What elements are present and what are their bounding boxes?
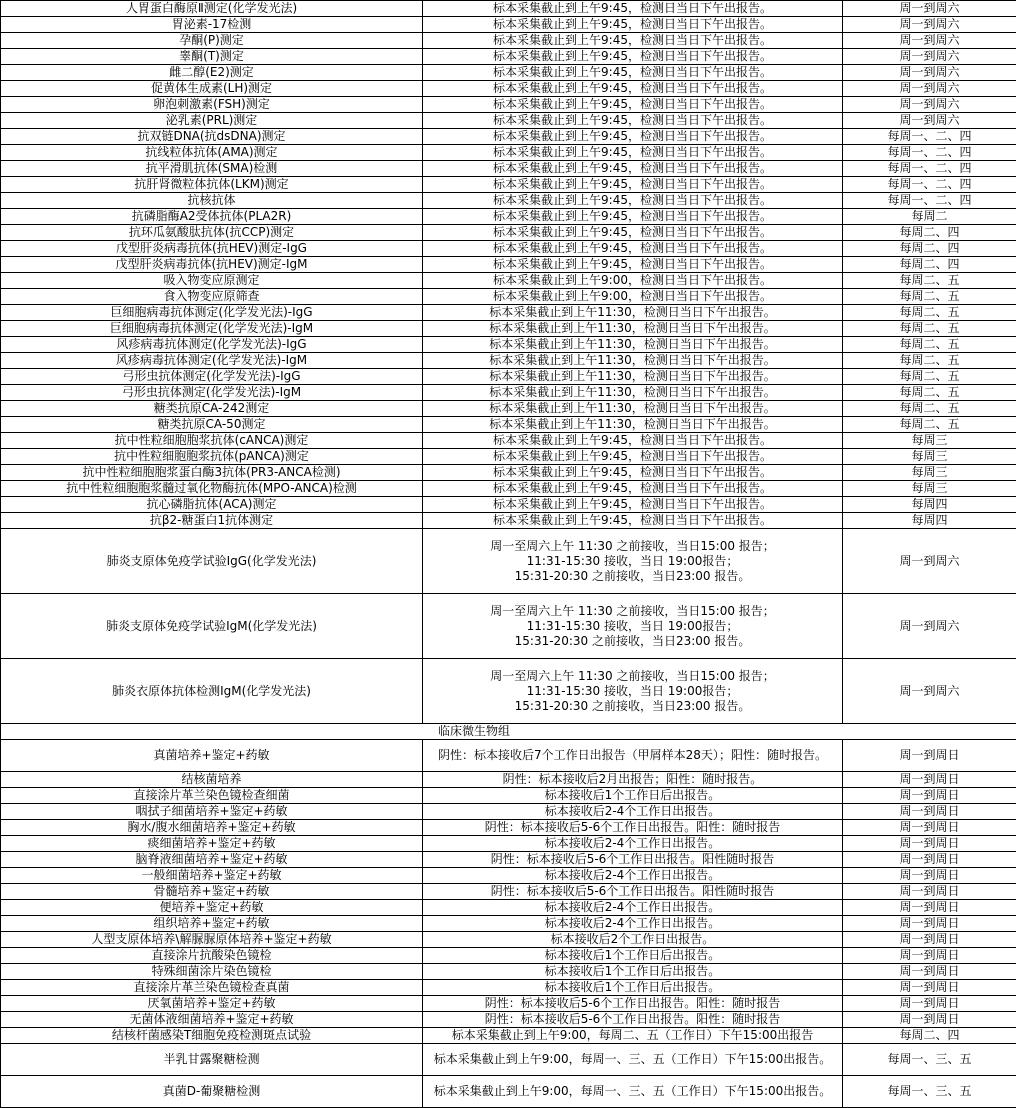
table-row bbox=[1, 868, 1016, 884]
table-row bbox=[1, 1076, 1016, 1108]
test-item-name: 抗中性粒细胞胞浆抗体(pANCA)测定 bbox=[1, 449, 423, 465]
test-item-name: 风疹病毒抗体测定(化学发光法)-IgM bbox=[1, 353, 423, 369]
test-days: 每周二、四 bbox=[843, 1028, 1016, 1044]
test-item-name: 吸入物变应原测定 bbox=[1, 273, 423, 289]
table-row bbox=[1, 772, 1016, 788]
section-header-row bbox=[1, 724, 1016, 740]
report-time: 标本接收后2-4个工作日出报告。 bbox=[423, 900, 843, 916]
test-item-name: 孕酮(P)测定 bbox=[1, 33, 423, 49]
table-row bbox=[1, 804, 1016, 820]
test-days: 周一到周六 bbox=[843, 659, 1016, 724]
table-row bbox=[1, 916, 1016, 932]
test-days: 周一到周日 bbox=[843, 852, 1016, 868]
report-time: 标本接收后1个工作日后出报告。 bbox=[423, 948, 843, 964]
report-time-line: 11:31-15:30 接收，当日 19:00报告； bbox=[425, 554, 840, 569]
test-days: 每周三 bbox=[843, 465, 1016, 481]
test-days: 周一到周日 bbox=[843, 804, 1016, 820]
report-time-line: 15:31-20:30 之前接收，当日23:00 报告。 bbox=[425, 634, 840, 649]
report-time: 标本采集截止到上午9:45，检测日当日下午出报告。 bbox=[423, 113, 843, 129]
test-item-name: 组织培养+鉴定+药敏 bbox=[1, 916, 423, 932]
test-days: 每周四 bbox=[843, 513, 1016, 529]
test-days: 每周二、五 bbox=[843, 353, 1016, 369]
test-days: 周一到周日 bbox=[843, 1012, 1016, 1028]
test-item-name: 抗核抗体 bbox=[1, 193, 423, 209]
test-days: 每周一、二、四 bbox=[843, 129, 1016, 145]
test-item-name: 骨髓培养+鉴定+药敏 bbox=[1, 884, 423, 900]
test-item-name: 脑脊液细菌培养+鉴定+药敏 bbox=[1, 852, 423, 868]
report-time: 标本采集截止到上午11:30，检测日当日下午出报告。 bbox=[423, 305, 843, 321]
report-time: 标本采集截止到上午9:45，检测日当日下午出报告。 bbox=[423, 449, 843, 465]
report-time: 标本接收后2-4个工作日出报告。 bbox=[423, 868, 843, 884]
report-time: 标本采集截止到上午9:45，检测日当日下午出报告。 bbox=[423, 433, 843, 449]
report-time: 标本接收后2个工作日出报告。 bbox=[423, 932, 843, 948]
test-days: 每周四 bbox=[843, 497, 1016, 513]
test-days: 每周一、二、四 bbox=[843, 145, 1016, 161]
test-item-name: 真菌培养+鉴定+药敏 bbox=[1, 740, 423, 772]
test-days: 周一到周日 bbox=[843, 996, 1016, 1012]
table-row bbox=[1, 740, 1016, 772]
report-time: 标本采集截止到上午9:45，检测日当日下午出报告。 bbox=[423, 209, 843, 225]
test-item-name: 卵泡刺激素(FSH)测定 bbox=[1, 97, 423, 113]
table-row bbox=[1, 273, 1016, 289]
test-days: 每周二、五 bbox=[843, 417, 1016, 433]
test-item-name: 戊型肝炎病毒抗体(抗HEV)测定-IgG bbox=[1, 241, 423, 257]
table-row bbox=[1, 659, 1016, 724]
table-row bbox=[1, 820, 1016, 836]
test-item-name: 促黄体生成素(LH)测定 bbox=[1, 81, 423, 97]
report-time-line: 15:31-20:30 之前接收，当日23:00 报告。 bbox=[425, 699, 840, 714]
test-days: 周一到周六 bbox=[843, 97, 1016, 113]
report-time: 标本采集截止到上午11:30，检测日当日下午出报告。 bbox=[423, 417, 843, 433]
test-item-name: 直接涂片抗酸染色镜检 bbox=[1, 948, 423, 964]
test-days: 周一到周日 bbox=[843, 900, 1016, 916]
table-row bbox=[1, 900, 1016, 916]
report-time: 标本采集截止到上午9:45，检测日当日下午出报告。 bbox=[423, 465, 843, 481]
report-time bbox=[423, 594, 843, 659]
test-days: 周一到周日 bbox=[843, 932, 1016, 948]
report-time: 阴性：标本接收后5-6个工作日出报告。阳性随时报告 bbox=[423, 852, 843, 868]
test-days: 每周二、五 bbox=[843, 337, 1016, 353]
table-row bbox=[1, 225, 1016, 241]
test-item-name: 抗中性粒细胞胞浆蛋白酶3抗体(PR3-ANCA检测) bbox=[1, 465, 423, 481]
test-item-name: 抗线粒体抗体(AMA)测定 bbox=[1, 145, 423, 161]
test-item-name: 咽拭子细菌培养+鉴定+药敏 bbox=[1, 804, 423, 820]
report-time: 标本接收后1个工作日后出报告。 bbox=[423, 964, 843, 980]
test-days: 周一到周六 bbox=[843, 1, 1016, 17]
report-time: 阴性：标本接收后5-6个工作日出报告。阳性：随时报告 bbox=[423, 1012, 843, 1028]
report-time: 标本采集截止到上午9:45，检测日当日下午出报告。 bbox=[423, 1, 843, 17]
table-row bbox=[1, 497, 1016, 513]
report-time: 阴性：标本接收后5-6个工作日出报告。阳性：随时报告 bbox=[423, 820, 843, 836]
report-time: 标本采集截止到上午9:45，检测日当日下午出报告。 bbox=[423, 145, 843, 161]
report-time: 标本采集截止到上午9:00，检测日当日下午出报告。 bbox=[423, 273, 843, 289]
test-item-name: 胸水/腹水细菌培养+鉴定+药敏 bbox=[1, 820, 423, 836]
table-row bbox=[1, 289, 1016, 305]
table-row bbox=[1, 193, 1016, 209]
table-row bbox=[1, 980, 1016, 996]
table-row bbox=[1, 385, 1016, 401]
report-time: 标本采集截止到上午9:00，每周二、五（工作日）下午15:00出报告 bbox=[423, 1028, 843, 1044]
test-days: 周一到周六 bbox=[843, 529, 1016, 594]
table-row bbox=[1, 481, 1016, 497]
test-days: 每周一、二、四 bbox=[843, 193, 1016, 209]
test-days: 周一到周日 bbox=[843, 980, 1016, 996]
test-days: 周一到周六 bbox=[843, 113, 1016, 129]
test-days: 周一到周日 bbox=[843, 916, 1016, 932]
test-item-name: 抗中性粒细胞胞浆髓过氧化物酶抗体(MPO-ANCA)检测 bbox=[1, 481, 423, 497]
test-item-name: 抗磷脂酶A2受体抗体(PLA2R) bbox=[1, 209, 423, 225]
table-row bbox=[1, 932, 1016, 948]
test-days: 每周二、五 bbox=[843, 385, 1016, 401]
test-days: 每周二、五 bbox=[843, 289, 1016, 305]
test-item-name: 直接涂片革兰染色镜检查细菌 bbox=[1, 788, 423, 804]
table-row bbox=[1, 996, 1016, 1012]
test-item-name: 厌氧菌培养+鉴定+药敏 bbox=[1, 996, 423, 1012]
report-time: 标本采集截止到上午9:45，检测日当日下午出报告。 bbox=[423, 481, 843, 497]
table-row bbox=[1, 529, 1016, 594]
schedule-table-body bbox=[1, 1, 1016, 1108]
test-item-name: 抗双链DNA(抗dsDNA)测定 bbox=[1, 129, 423, 145]
test-item-name: 雌二醇(E2)测定 bbox=[1, 65, 423, 81]
test-days: 周一到周日 bbox=[843, 884, 1016, 900]
test-item-name: 人胃蛋白酶原Ⅱ测定(化学发光法) bbox=[1, 1, 423, 17]
test-item-name: 抗平滑肌抗体(SMA)检测 bbox=[1, 161, 423, 177]
table-row bbox=[1, 1, 1016, 17]
test-days: 每周二、五 bbox=[843, 321, 1016, 337]
table-row bbox=[1, 321, 1016, 337]
test-days: 每周一、二、四 bbox=[843, 177, 1016, 193]
test-item-name: 胃泌素-17检测 bbox=[1, 17, 423, 33]
test-item-name: 特殊细菌涂片染色镜检 bbox=[1, 964, 423, 980]
table-row bbox=[1, 337, 1016, 353]
report-time: 标本采集截止到上午11:30，检测日当日下午出报告。 bbox=[423, 337, 843, 353]
test-days: 每周二、五 bbox=[843, 401, 1016, 417]
test-item-name: 抗肝肾微粒体抗体(LKM)测定 bbox=[1, 177, 423, 193]
test-days: 周一到周六 bbox=[843, 65, 1016, 81]
test-days: 每周三 bbox=[843, 433, 1016, 449]
report-time-line: 11:31-15:30 接收，当日 19:00报告； bbox=[425, 619, 840, 634]
table-row bbox=[1, 401, 1016, 417]
test-item-name: 戊型肝炎病毒抗体(抗HEV)测定-IgM bbox=[1, 257, 423, 273]
report-time: 阴性：标本接收后7个工作日出报告（甲屑样本28天）；阳性：随时报告。 bbox=[423, 740, 843, 772]
report-time: 标本采集截止到上午11:30，检测日当日下午出报告。 bbox=[423, 353, 843, 369]
section-title: 临床微生物组 bbox=[1, 724, 1016, 740]
report-time: 标本采集截止到上午9:45，检测日当日下午出报告。 bbox=[423, 513, 843, 529]
test-days: 周一到周日 bbox=[843, 740, 1016, 772]
table-row bbox=[1, 257, 1016, 273]
table-row bbox=[1, 177, 1016, 193]
test-item-name: 半乳甘露聚糖检测 bbox=[1, 1044, 423, 1076]
test-days: 每周二、五 bbox=[843, 305, 1016, 321]
test-item-name: 无菌体液细菌培养+鉴定+药敏 bbox=[1, 1012, 423, 1028]
table-row bbox=[1, 17, 1016, 33]
report-time: 阴性：标本接收后5-6个工作日出报告。阳性：随时报告 bbox=[423, 996, 843, 1012]
test-days: 周一到周日 bbox=[843, 948, 1016, 964]
test-days: 每周二、五 bbox=[843, 273, 1016, 289]
table-row bbox=[1, 113, 1016, 129]
report-time-line: 15:31-20:30 之前接收，当日23:00 报告。 bbox=[425, 569, 840, 584]
report-time: 标本采集截止到上午9:45，检测日当日下午出报告。 bbox=[423, 49, 843, 65]
test-days: 周一到周日 bbox=[843, 836, 1016, 852]
table-row bbox=[1, 417, 1016, 433]
report-time-line: 11:31-15:30 接收，当日 19:00报告； bbox=[425, 684, 840, 699]
table-row bbox=[1, 433, 1016, 449]
table-row bbox=[1, 948, 1016, 964]
test-item-name: 弓形虫抗体测定(化学发光法)-IgG bbox=[1, 369, 423, 385]
test-item-name: 食入物变应原筛查 bbox=[1, 289, 423, 305]
table-row bbox=[1, 1044, 1016, 1076]
test-days: 周一到周六 bbox=[843, 49, 1016, 65]
test-item-name: 肺炎支原体免疫学试验IgM(化学发光法) bbox=[1, 594, 423, 659]
test-item-name: 抗环瓜氨酸肽抗体(抗CCP)测定 bbox=[1, 225, 423, 241]
test-item-name: 糖类抗原CA-242测定 bbox=[1, 401, 423, 417]
test-item-name: 便培养+鉴定+药敏 bbox=[1, 900, 423, 916]
report-time bbox=[423, 529, 843, 594]
test-days: 周一到周日 bbox=[843, 820, 1016, 836]
table-row bbox=[1, 161, 1016, 177]
report-time: 标本采集截止到上午11:30，检测日当日下午出报告。 bbox=[423, 385, 843, 401]
test-item-name: 睾酮(T)测定 bbox=[1, 49, 423, 65]
report-time: 标本接收后2-4个工作日出报告。 bbox=[423, 916, 843, 932]
table-row bbox=[1, 49, 1016, 65]
test-item-name: 巨细胞病毒抗体测定(化学发光法)-IgG bbox=[1, 305, 423, 321]
test-days: 每周三 bbox=[843, 481, 1016, 497]
test-item-name: 弓形虫抗体测定(化学发光法)-IgM bbox=[1, 385, 423, 401]
test-days: 每周一、二、四 bbox=[843, 161, 1016, 177]
test-days: 每周二、五 bbox=[843, 369, 1016, 385]
report-time: 标本采集截止到上午9:45，检测日当日下午出报告。 bbox=[423, 129, 843, 145]
table-row bbox=[1, 836, 1016, 852]
report-time: 标本采集截止到上午11:30，检测日当日下午出报告。 bbox=[423, 401, 843, 417]
test-item-name: 人型支原体培养\解脲脲原体培养+鉴定+药敏 bbox=[1, 932, 423, 948]
test-days: 每周二、四 bbox=[843, 225, 1016, 241]
table-row bbox=[1, 369, 1016, 385]
report-time-line: 周一至周六上午 11:30 之前接收，当日15:00 报告； bbox=[425, 604, 840, 619]
table-row bbox=[1, 145, 1016, 161]
test-item-name: 糖类抗原CA-50测定 bbox=[1, 417, 423, 433]
report-time: 标本采集截止到上午9:00，检测日当日下午出报告。 bbox=[423, 289, 843, 305]
test-item-name: 巨细胞病毒抗体测定(化学发光法)-IgM bbox=[1, 321, 423, 337]
test-days: 每周三 bbox=[843, 449, 1016, 465]
report-time: 标本接收后2-4个工作日出报告。 bbox=[423, 836, 843, 852]
report-time: 标本接收后1个工作日后出报告。 bbox=[423, 788, 843, 804]
test-days: 周一到周日 bbox=[843, 868, 1016, 884]
table-row bbox=[1, 305, 1016, 321]
test-item-name: 泌乳素(PRL)测定 bbox=[1, 113, 423, 129]
report-time: 标本采集截止到上午9:45，检测日当日下午出报告。 bbox=[423, 241, 843, 257]
table-row bbox=[1, 65, 1016, 81]
report-time: 标本采集截止到上午9:45，检测日当日下午出报告。 bbox=[423, 257, 843, 273]
test-days: 周一到周六 bbox=[843, 33, 1016, 49]
report-time: 标本采集截止到上午11:30，检测日当日下午出报告。 bbox=[423, 369, 843, 385]
table-row bbox=[1, 788, 1016, 804]
test-days: 周一到周六 bbox=[843, 594, 1016, 659]
test-item-name: 痰细菌培养+鉴定+药敏 bbox=[1, 836, 423, 852]
table-row bbox=[1, 449, 1016, 465]
report-time: 标本采集截止到上午9:45，检测日当日下午出报告。 bbox=[423, 193, 843, 209]
report-time: 阴性：标本接收后2月出报告；阳性：随时报告。 bbox=[423, 772, 843, 788]
table-row bbox=[1, 33, 1016, 49]
test-days: 每周二、四 bbox=[843, 241, 1016, 257]
test-item-name: 肺炎衣原体抗体检测IgM(化学发光法) bbox=[1, 659, 423, 724]
report-time: 标本采集截止到上午9:45，检测日当日下午出报告。 bbox=[423, 17, 843, 33]
report-time: 标本采集截止到上午9:45，检测日当日下午出报告。 bbox=[423, 497, 843, 513]
report-time: 阴性：标本接收后5-6个工作日出报告。阳性随时报告 bbox=[423, 884, 843, 900]
test-days: 周一到周日 bbox=[843, 788, 1016, 804]
test-days: 周一到周六 bbox=[843, 17, 1016, 33]
report-time: 标本采集截止到上午9:45，检测日当日下午出报告。 bbox=[423, 161, 843, 177]
report-time: 标本采集截止到上午9:45，检测日当日下午出报告。 bbox=[423, 81, 843, 97]
test-item-name: 结核菌培养 bbox=[1, 772, 423, 788]
test-item-name: 真菌D-葡聚糖检测 bbox=[1, 1076, 423, 1108]
test-days: 每周二 bbox=[843, 209, 1016, 225]
test-days: 每周一、三、五 bbox=[843, 1076, 1016, 1108]
table-row bbox=[1, 964, 1016, 980]
test-item-name: 肺炎支原体免疫学试验IgG(化学发光法) bbox=[1, 529, 423, 594]
report-time: 标本采集截止到上午9:45，检测日当日下午出报告。 bbox=[423, 225, 843, 241]
report-time: 标本采集截止到上午9:45，检测日当日下午出报告。 bbox=[423, 97, 843, 113]
table-row bbox=[1, 513, 1016, 529]
table-row bbox=[1, 97, 1016, 113]
test-item-name: 结核杆菌感染T细胞免疫检测斑点试验 bbox=[1, 1028, 423, 1044]
test-days: 每周一、三、五 bbox=[843, 1044, 1016, 1076]
report-time: 标本接收后2-4个工作日出报告。 bbox=[423, 804, 843, 820]
report-time: 标本采集截止到上午9:45，检测日当日下午出报告。 bbox=[423, 33, 843, 49]
test-item-name: 抗中性粒细胞胞浆抗体(cANCA)测定 bbox=[1, 433, 423, 449]
report-time: 标本接收后1个工作日后出报告。 bbox=[423, 980, 843, 996]
test-item-name: 抗β2-糖蛋白1抗体测定 bbox=[1, 513, 423, 529]
table-row bbox=[1, 594, 1016, 659]
table-row bbox=[1, 852, 1016, 868]
table-row bbox=[1, 884, 1016, 900]
test-item-name: 抗心磷脂抗体(ACA)测定 bbox=[1, 497, 423, 513]
test-days: 周一到周日 bbox=[843, 772, 1016, 788]
report-time: 标本采集截止到上午9:45，检测日当日下午出报告。 bbox=[423, 177, 843, 193]
table-row bbox=[1, 465, 1016, 481]
report-time bbox=[423, 659, 843, 724]
table-row bbox=[1, 1012, 1016, 1028]
table-row bbox=[1, 241, 1016, 257]
test-item-name: 一般细菌培养+鉴定+药敏 bbox=[1, 868, 423, 884]
test-days: 每周二、四 bbox=[843, 257, 1016, 273]
test-item-name: 直接涂片革兰染色镜检查真菌 bbox=[1, 980, 423, 996]
table-row bbox=[1, 353, 1016, 369]
report-time: 标本采集截止到上午9:00，每周一、三、五（工作日）下午15:00出报告。 bbox=[423, 1044, 843, 1076]
report-time: 标本采集截止到上午9:45，检测日当日下午出报告。 bbox=[423, 65, 843, 81]
table-row bbox=[1, 81, 1016, 97]
table-row bbox=[1, 1028, 1016, 1044]
test-days: 周一到周日 bbox=[843, 964, 1016, 980]
test-item-name: 风疹病毒抗体测定(化学发光法)-IgG bbox=[1, 337, 423, 353]
table-row bbox=[1, 209, 1016, 225]
report-time: 标本采集截止到上午9:00，每周一、三、五（工作日）下午15:00出报告。 bbox=[423, 1076, 843, 1108]
table-row bbox=[1, 129, 1016, 145]
report-time-line: 周一至周六上午 11:30 之前接收，当日15:00 报告； bbox=[425, 539, 840, 554]
report-time: 标本采集截止到上午11:30，检测日当日下午出报告。 bbox=[423, 321, 843, 337]
test-days: 周一到周六 bbox=[843, 81, 1016, 97]
report-time-line: 周一至周六上午 11:30 之前接收，当日15:00 报告； bbox=[425, 669, 840, 684]
